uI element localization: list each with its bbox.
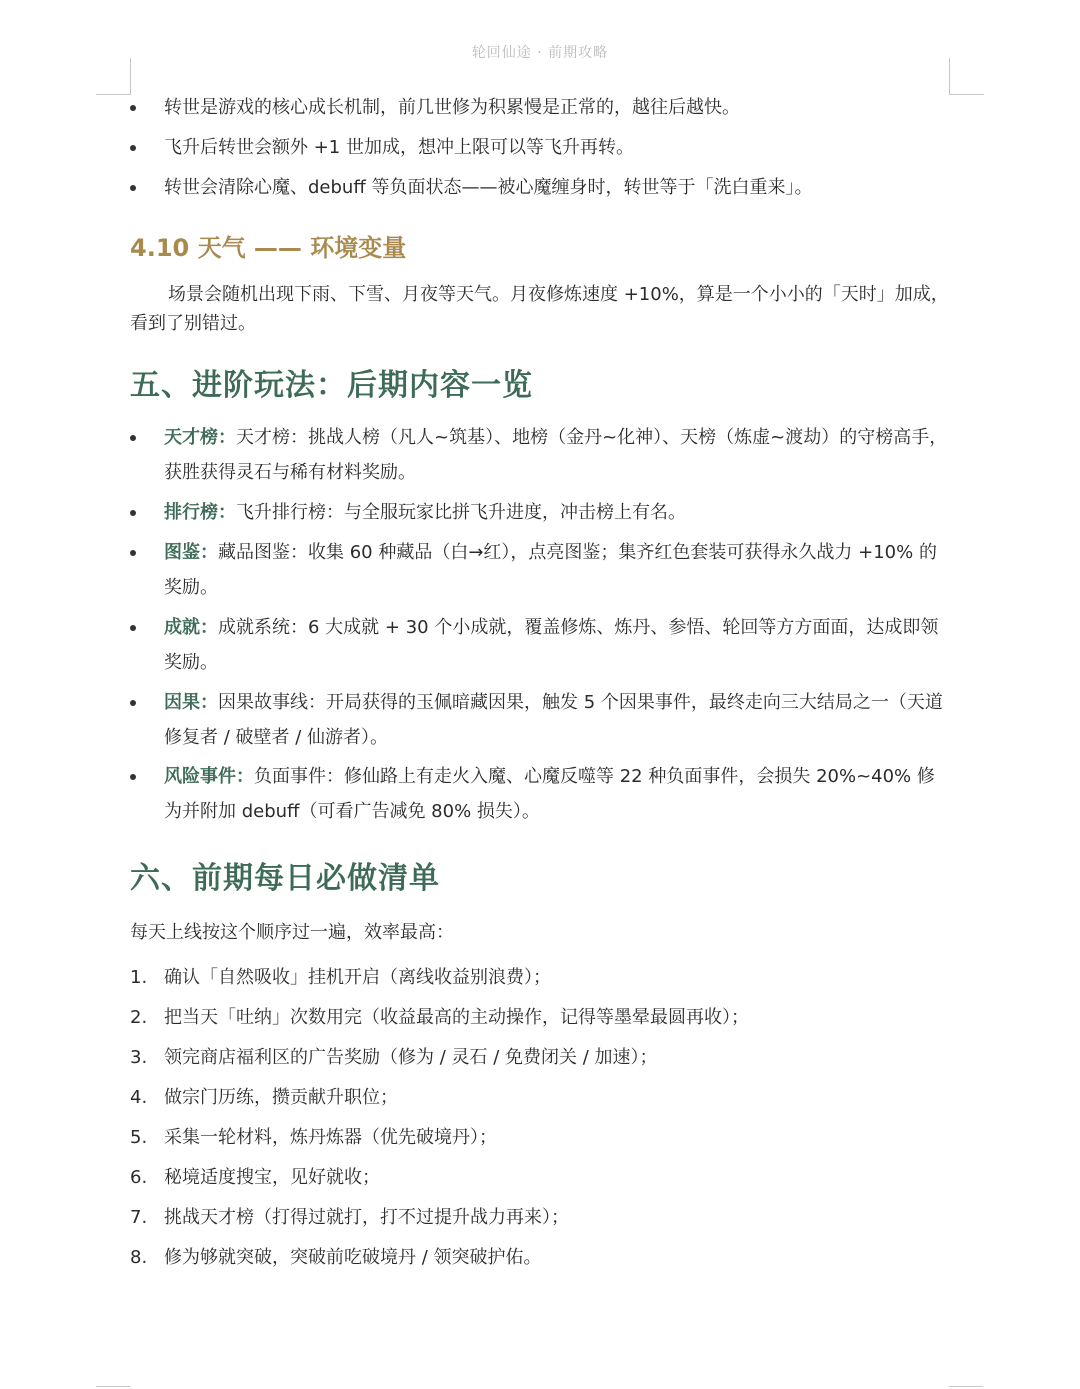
keyword-label: 图鉴： — [164, 542, 218, 563]
bullet-icon — [130, 185, 136, 191]
list-item-text: 秘境适度搜宝，见好就收； — [164, 1167, 380, 1188]
list-item-text: 做宗门历练，攒贡献升职位； — [164, 1087, 398, 1108]
list-item-text: 挑战天才榜（打得过就打，打不过提升战力再来）； — [164, 1207, 569, 1228]
bullet-icon — [130, 435, 136, 441]
list-item-text: 采集一轮材料，炼丹炼器（优先破境丹）； — [164, 1127, 497, 1148]
item-number: 6. — [130, 1167, 148, 1188]
list-item-text: 负面事件：修仙路上有走火入魔、心魔反噬等 22 种负面事件，会损失 20%~40% 修为并附加 debuff（可看广告减免 80% 损失）。 — [164, 766, 935, 822]
section-heading-daily: 六、前期每日必做清单 — [130, 861, 440, 896]
list-item — [130, 1245, 950, 1271]
list-item — [130, 1085, 950, 1111]
list-item — [130, 685, 950, 755]
list-item-text: 转世会清除心魔、debuff 等负面状态——被心魔缠身时，转世等于「洗白重来」。 — [164, 177, 813, 198]
bullet-icon — [130, 700, 136, 706]
list-item — [130, 495, 950, 530]
bullet-icon — [130, 774, 136, 780]
item-number: 4. — [130, 1087, 148, 1108]
list-item — [130, 610, 950, 680]
list-item-text: 领完商店福利区的广告奖励（修为 / 灵石 / 免费闭关 / 加速）； — [164, 1047, 658, 1068]
bullet-icon — [130, 105, 136, 111]
item-number: 1. — [130, 967, 148, 988]
list-item-text: 确认「自然吸收」挂机开启（离线收益别浪费）； — [164, 967, 551, 988]
item-number: 2. — [130, 1007, 148, 1028]
keyword-label: 排行榜： — [164, 502, 236, 523]
keyword-label: 成就： — [164, 617, 218, 638]
list-item — [130, 1205, 950, 1231]
item-number: 5. — [130, 1127, 148, 1148]
item-number: 3. — [130, 1047, 148, 1068]
list-item-text: 飞升后转世会额外 +1 世加成，想冲上限可以等飞升再转。 — [164, 137, 634, 158]
list-item-text: 成就系统：6 大成就 + 30 个小成就，覆盖修炼、炼丹、参悟、轮回等方方面面，达成即领奖励。 — [164, 617, 939, 673]
keyword-label: 风险事件： — [164, 766, 254, 787]
list-item — [130, 759, 950, 829]
bullet-icon — [130, 510, 136, 516]
list-item — [130, 90, 950, 125]
running-header: 轮回仙途 · 前期攻略 — [471, 45, 609, 61]
list-item — [130, 170, 950, 205]
bullet-icon — [130, 625, 136, 631]
list-item — [130, 965, 950, 991]
list-item-text: 天才榜：挑战人榜（凡人~筑基）、地榜（金丹~化神）、天榜（炼虚~渡劫）的守榜高手，获胜获得灵石与稀有材料奖励。 — [164, 427, 948, 483]
list-item — [130, 1045, 950, 1071]
keyword-label: 因果： — [164, 692, 218, 713]
bullet-icon — [130, 145, 136, 151]
keyword-label: 天才榜： — [164, 427, 236, 448]
list-item-text: 因果故事线：开局获得的玉佩暗藏因果，触发 5 个因果事件，最终走向三大结局之一（天道修复者 / 破壁者 / 仙游者）。 — [164, 692, 943, 748]
crop-mark-top-right — [949, 58, 984, 95]
list-item-text: 藏品图鉴：收集 60 种藏品（白→红），点亮图鉴；集齐红色套装可获得永久战力 +10% 的奖励。 — [164, 542, 937, 598]
list-item — [130, 420, 950, 490]
crop-mark-top-left — [96, 58, 131, 95]
weather-paragraph: 场景会随机出现下雨、下雪、月夜等天气。月夜修炼速度 +10%，算是一个小小的「天时」加成，看到了别错过。 — [130, 284, 949, 334]
list-item-text: 飞升排行榜：与全服玩家比拼飞升进度，冲击榜上有名。 — [236, 502, 686, 523]
list-item — [130, 130, 950, 165]
bullet-icon — [130, 550, 136, 556]
daily-intro: 每天上线按这个顺序过一遍，效率最高： — [130, 922, 454, 943]
list-item — [130, 535, 950, 605]
list-item — [130, 1005, 950, 1031]
list-item — [130, 1165, 950, 1191]
item-number: 8. — [130, 1247, 148, 1268]
section-heading-advanced: 五、进阶玩法：后期内容一览 — [130, 368, 533, 403]
item-number: 7. — [130, 1207, 148, 1228]
list-item — [130, 1125, 950, 1151]
list-item-text: 修为够就突破，突破前吃破境丹 / 领突破护佑。 — [164, 1247, 542, 1268]
list-item-text: 转世是游戏的核心成长机制，前几世修为积累慢是正常的，越往后越快。 — [164, 97, 740, 118]
list-item-text: 把当天「吐纳」次数用完（收益最高的主动操作，记得等墨晕最圆再收）； — [164, 1007, 749, 1028]
section-heading-weather: 4.10 天气 —— 环境变量 — [130, 234, 407, 262]
